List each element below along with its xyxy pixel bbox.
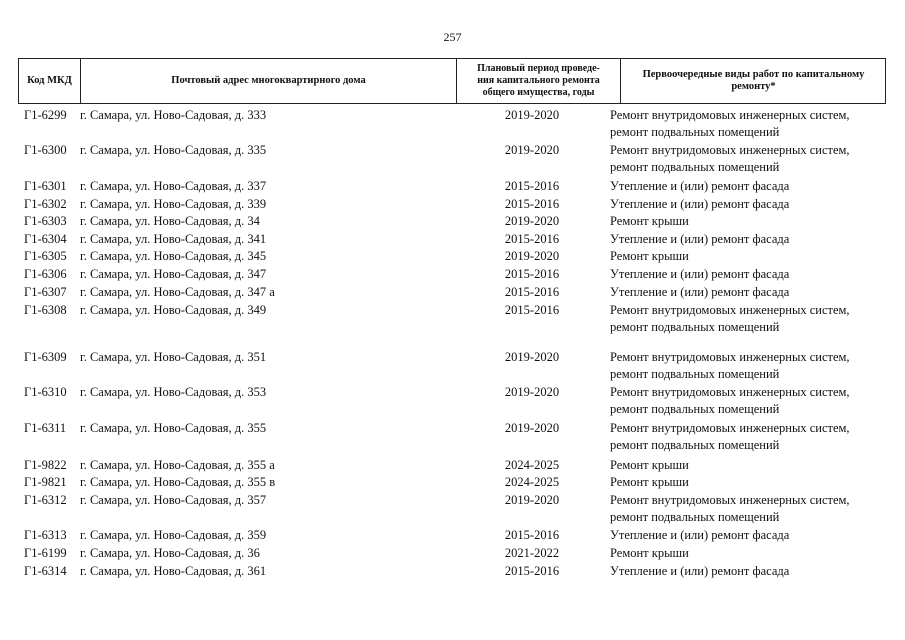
mkd-code: Г1-6299 [24,108,67,122]
priority-works-line: ремонт подвальных помещений [610,125,780,139]
postal-address: г. Самара, ул. Ново-Садовая, д. 339 [80,197,267,211]
repair-period: 2019-2020 [504,350,560,364]
mkd-code: Г1-6301 [24,179,67,193]
priority-works-line: Ремонт крыши [610,546,689,560]
mkd-code: Г1-6310 [24,385,67,399]
mkd-code: Г1-6300 [24,143,67,157]
priority-works-line: Ремонт крыши [610,214,689,228]
priority-works-line: Ремонт внутридомовых инженерных систем, [610,421,850,435]
postal-address: г. Самара, ул. Ново-Садовая, д. 357 [80,493,267,507]
postal-address: г. Самара, ул. Ново-Садовая, д. 355 [80,421,267,435]
mkd-code: Г1-6311 [24,421,67,435]
priority-works-line: Утепление и (или) ремонт фасада [610,528,790,542]
priority-works [610,527,789,544]
mkd-code: Г1-6306 [24,267,67,281]
priority-works [610,420,850,454]
priority-works [610,563,789,580]
repair-period: 2021-2022 [504,546,560,560]
mkd-code: Г1-6313 [24,528,67,542]
priority-works-line: Ремонт крыши [610,249,689,263]
repair-period: 2015-2016 [504,267,560,281]
priority-works [610,349,850,383]
repair-period: 2019-2020 [504,249,560,263]
postal-address: г. Самара, ул. Ново-Садовая, д. 361 [80,564,267,578]
mkd-code: Г1-9822 [24,458,67,472]
postal-address: г. Самара, ул. Ново-Садовая, д. 349 [80,303,267,317]
postal-address: г. Самара, ул. Ново-Садовая, д. 353 [80,385,267,399]
header-period-line: общего имущества, годы [482,87,595,98]
mkd-code: Г1-6312 [24,493,67,507]
priority-works-line: ремонт подвальных помещений [610,510,780,524]
priority-works-line: Ремонт внутридомовых инженерных систем, [610,143,850,157]
mkd-code: Г1-6308 [24,303,67,317]
priority-works-line: Ремонт внутридомовых инженерных систем, [610,350,850,364]
priority-works [610,231,789,248]
repair-period: 2015-2016 [504,285,560,299]
repair-period: 2019-2020 [504,108,560,122]
mkd-code: Г1-6307 [24,285,67,299]
priority-works-line: Ремонт крыши [610,458,689,472]
priority-works-line: ремонт подвальных помещений [610,320,780,334]
repair-period: 2019-2020 [504,493,560,507]
priority-works [610,545,689,562]
priority-works [610,142,850,176]
header-period [457,59,621,103]
repair-period: 2024-2025 [504,458,560,472]
priority-works [610,266,789,283]
repair-period: 2015-2016 [504,197,560,211]
header-period-line: ния капитального ремонта [477,75,600,86]
mkd-code: Г1-6305 [24,249,67,263]
priority-works-line: Утепление и (или) ремонт фасада [610,197,790,211]
priority-works-line: Ремонт внутридомовых инженерных систем, [610,108,850,122]
priority-works-line: Утепление и (или) ремонт фасада [610,179,790,193]
postal-address: г. Самара, ул. Ново-Садовая, д. 347 а [80,285,275,299]
postal-address: г. Самара, ул. Ново-Садовая, д. 347 [80,267,267,281]
mkd-code: Г1-6309 [24,350,67,364]
priority-works [610,457,689,474]
repair-period: 2015-2016 [504,232,560,246]
priority-works [610,196,789,213]
priority-works-line: Утепление и (или) ремонт фасада [610,285,790,299]
postal-address: г. Самара, ул. Ново-Садовая, д. 337 [80,179,267,193]
postal-address: г. Самара, ул. Ново-Садовая, д. 36 [80,546,260,560]
postal-address: г. Самара, ул. Ново-Садовая, д. 335 [80,143,267,157]
priority-works-line: Ремонт внутридомовых инженерных систем, [610,493,850,507]
mkd-code: Г1-9821 [24,475,67,489]
header-code: Код МКД [19,59,81,103]
priority-works [610,178,789,195]
priority-works-line: ремонт подвальных помещений [610,438,780,452]
mkd-code: Г1-6304 [24,232,67,246]
header-works-line: ремонту* [731,81,776,92]
postal-address: г. Самара, ул. Ново-Садовая, д. 345 [80,249,267,263]
postal-address: г. Самара, ул. Ново-Садовая, д. 351 [80,350,267,364]
priority-works-line: ремонт подвальных помещений [610,367,780,381]
priority-works [610,474,689,491]
header-address: Почтовый адрес многоквартирного дома [81,59,457,103]
priority-works-line: Утепление и (или) ремонт фасада [610,564,790,578]
priority-works [610,107,850,141]
repair-period: 2019-2020 [504,385,560,399]
repair-period: 2024-2025 [504,475,560,489]
postal-address: г. Самара, ул. Ново-Садовая, д. 333 [80,108,267,122]
postal-address: г. Самара, ул. Ново-Садовая, д. 355 а [80,458,275,472]
mkd-code: Г1-6314 [24,564,67,578]
priority-works [610,302,850,336]
page-number: 257 [443,30,462,44]
priority-works [610,384,850,418]
repair-period: 2015-2016 [504,179,560,193]
priority-works-line: ремонт подвальных помещений [610,160,780,174]
priority-works [610,213,689,230]
repair-period: 2015-2016 [504,528,560,542]
mkd-code: Г1-6199 [24,546,67,560]
table-header [18,58,886,104]
priority-works [610,492,850,526]
postal-address: г. Самара, ул. Ново-Садовая, д. 355 в [80,475,276,489]
priority-works-line: Ремонт крыши [610,475,689,489]
postal-address: г. Самара, ул. Ново-Садовая, д. 341 [80,232,267,246]
postal-address: г. Самара, ул. Ново-Садовая, д. 34 [80,214,260,228]
repair-period: 2019-2020 [504,421,560,435]
repair-period: 2019-2020 [504,143,560,157]
priority-works [610,284,789,301]
mkd-code: Г1-6303 [24,214,67,228]
header-works-line: Первоочередные виды работ по капитальному [642,69,865,80]
header-works [621,59,886,103]
header-period-line: Плановый период проведе- [477,63,600,74]
priority-works-line: Утепление и (или) ремонт фасада [610,232,790,246]
postal-address: г. Самара, ул. Ново-Садовая, д. 359 [80,528,267,542]
priority-works-line: Утепление и (или) ремонт фасада [610,267,790,281]
priority-works [610,248,689,265]
mkd-code: Г1-6302 [24,197,67,211]
priority-works-line: Ремонт внутридомовых инженерных систем, [610,303,850,317]
repair-period: 2015-2016 [504,303,560,317]
repair-period: 2019-2020 [504,214,560,228]
repair-period: 2015-2016 [504,564,560,578]
priority-works-line: ремонт подвальных помещений [610,402,780,416]
priority-works-line: Ремонт внутридомовых инженерных систем, [610,385,850,399]
